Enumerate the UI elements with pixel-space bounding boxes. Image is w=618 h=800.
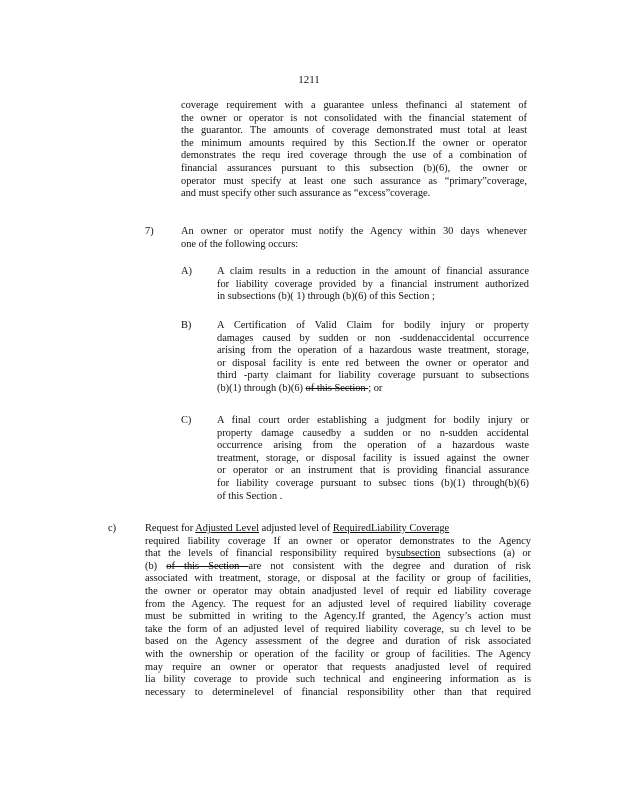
intro-paragraph bbox=[181, 100, 527, 201]
text-segment: Request for bbox=[145, 523, 196, 534]
item-a-paragraph bbox=[217, 266, 529, 304]
text-segment: that the levels of financial responsibility required by bbox=[145, 548, 397, 560]
text-line: third -party claimant for liability coverage pursuant to subsections bbox=[217, 370, 529, 382]
text-line: may require an owner or operator that requests anadjusted level of required bbox=[145, 661, 531, 673]
text-line: A claim results in a reduction in the amount of financial assurance bbox=[217, 266, 529, 277]
text-line: for liability coverage provided by a financial instrument authorized bbox=[217, 278, 529, 290]
text-line: damages caused by sudden or non -suddenaccidental occurrence bbox=[217, 332, 529, 344]
struck-text: of this Section bbox=[305, 382, 369, 394]
text-line: property damage causedby a sudden or no n-sudden accidental bbox=[217, 427, 529, 439]
struck-text: of this Section bbox=[166, 560, 249, 572]
text-line bbox=[145, 561, 531, 574]
item-7-marker: 7) bbox=[145, 226, 154, 237]
section-c-paragraph bbox=[145, 523, 531, 699]
text-line: based on the Agency assessment of the degree and duration of risk associated bbox=[145, 636, 531, 648]
text-line bbox=[145, 548, 531, 561]
text-line: required liability coverage If an owner or operator demonstrates to the Agency bbox=[145, 535, 531, 547]
text-line bbox=[145, 523, 531, 536]
text-line: arising from the operation of a hazardous waste treatment, storage, bbox=[217, 345, 529, 357]
text-line: associated with treatment, storage, or disposal at the facility or group of facilities, bbox=[145, 573, 531, 585]
text-line: and must specify other such assurance as “excess”coverage. bbox=[181, 188, 431, 200]
text-line: lia bility coverage to provide such technical and engineering information as is bbox=[145, 674, 531, 686]
item-c-paragraph bbox=[217, 415, 529, 503]
text-line: or disposal facility is ente red between the owner or operator and bbox=[217, 357, 529, 369]
text-line: operator must specify at least one such assurance as “primary”coverage, bbox=[181, 175, 527, 187]
underlined-text: RequiredLiability Coverage bbox=[332, 523, 450, 534]
text-line: the guarantor. The amounts of coverage demonstrated must total at least bbox=[181, 125, 527, 137]
text-segment: are not consistent with the degree and duration of risk bbox=[248, 560, 531, 572]
text-line: the owner or operator is not consolidated with the financial statement of bbox=[181, 112, 527, 124]
text-line: or operator or an instrument that is providing financial assurance bbox=[217, 465, 529, 477]
text-line: with the ownership or operation of the facility or group of facilities. The Agency bbox=[145, 648, 531, 660]
text-line: the minimum amounts required by this Section.If the owner or operator bbox=[181, 137, 527, 149]
text-line: treatment, storage, or disposal facility is issued against the owner bbox=[217, 452, 529, 464]
page-number: 1211 bbox=[298, 74, 320, 86]
text-line bbox=[217, 383, 529, 396]
text-line: from the Agency. The request for an adjusted level of required liability coverage bbox=[145, 598, 531, 610]
item-a-marker: A) bbox=[181, 266, 192, 277]
text-line: occurrence arising from the operation of a hazardous waste bbox=[217, 440, 529, 452]
text-line: financial assurances pursuant to this subsection (b)(6), the owner or bbox=[181, 162, 527, 174]
text-line: necessary to determinelevel of financial responsibility other than that required bbox=[145, 686, 531, 698]
underlined-text: subsection bbox=[396, 548, 441, 560]
text-line: for liability coverage pursuant to subsec tions (b)(1) through(b)(6) bbox=[217, 477, 529, 489]
text-segment: adjusted level of bbox=[259, 523, 333, 534]
text-line: A Certification of Valid Claim for bodily injury or property bbox=[217, 320, 529, 331]
item-b-marker: B) bbox=[181, 320, 192, 331]
text-segment: ; or bbox=[368, 382, 383, 394]
item-c-marker: C) bbox=[181, 415, 192, 426]
text-line: coverage requirement with a guarantee unless thefinanci al statement of bbox=[181, 100, 527, 111]
text-line: demonstrates the requ ired coverage through the use of a combination of bbox=[181, 150, 527, 162]
underlined-text: Adjusted Level bbox=[195, 523, 259, 534]
text-line: one of the following occurs: bbox=[181, 238, 299, 250]
item-7-paragraph bbox=[181, 226, 527, 251]
text-segment: (b) bbox=[145, 560, 167, 572]
item-b-paragraph bbox=[217, 320, 529, 396]
text-line: An owner or operator must notify the Agency within 30 days whenever bbox=[181, 226, 527, 237]
text-line: must be submitted in writing to the Agency.If granted, the Agency’s action must bbox=[145, 611, 531, 623]
text-line: in subsections (b)( 1) through (b)(6) of this Section ; bbox=[217, 291, 435, 303]
text-line: the owner or operator may obtain anadjusted level of requir ed liability coverage bbox=[145, 585, 531, 597]
text-line: take the form of an adjusted level of required liability coverage, su ch level to be bbox=[145, 623, 531, 635]
text-line: A final court order establishing a judgment for bodily injury or bbox=[217, 415, 529, 426]
text-segment: subsections (a) or bbox=[440, 548, 531, 560]
section-c-marker: c) bbox=[108, 523, 117, 534]
text-segment: (b)(1) through (b)(6) bbox=[217, 382, 306, 394]
text-line: of this Section . bbox=[217, 490, 283, 502]
